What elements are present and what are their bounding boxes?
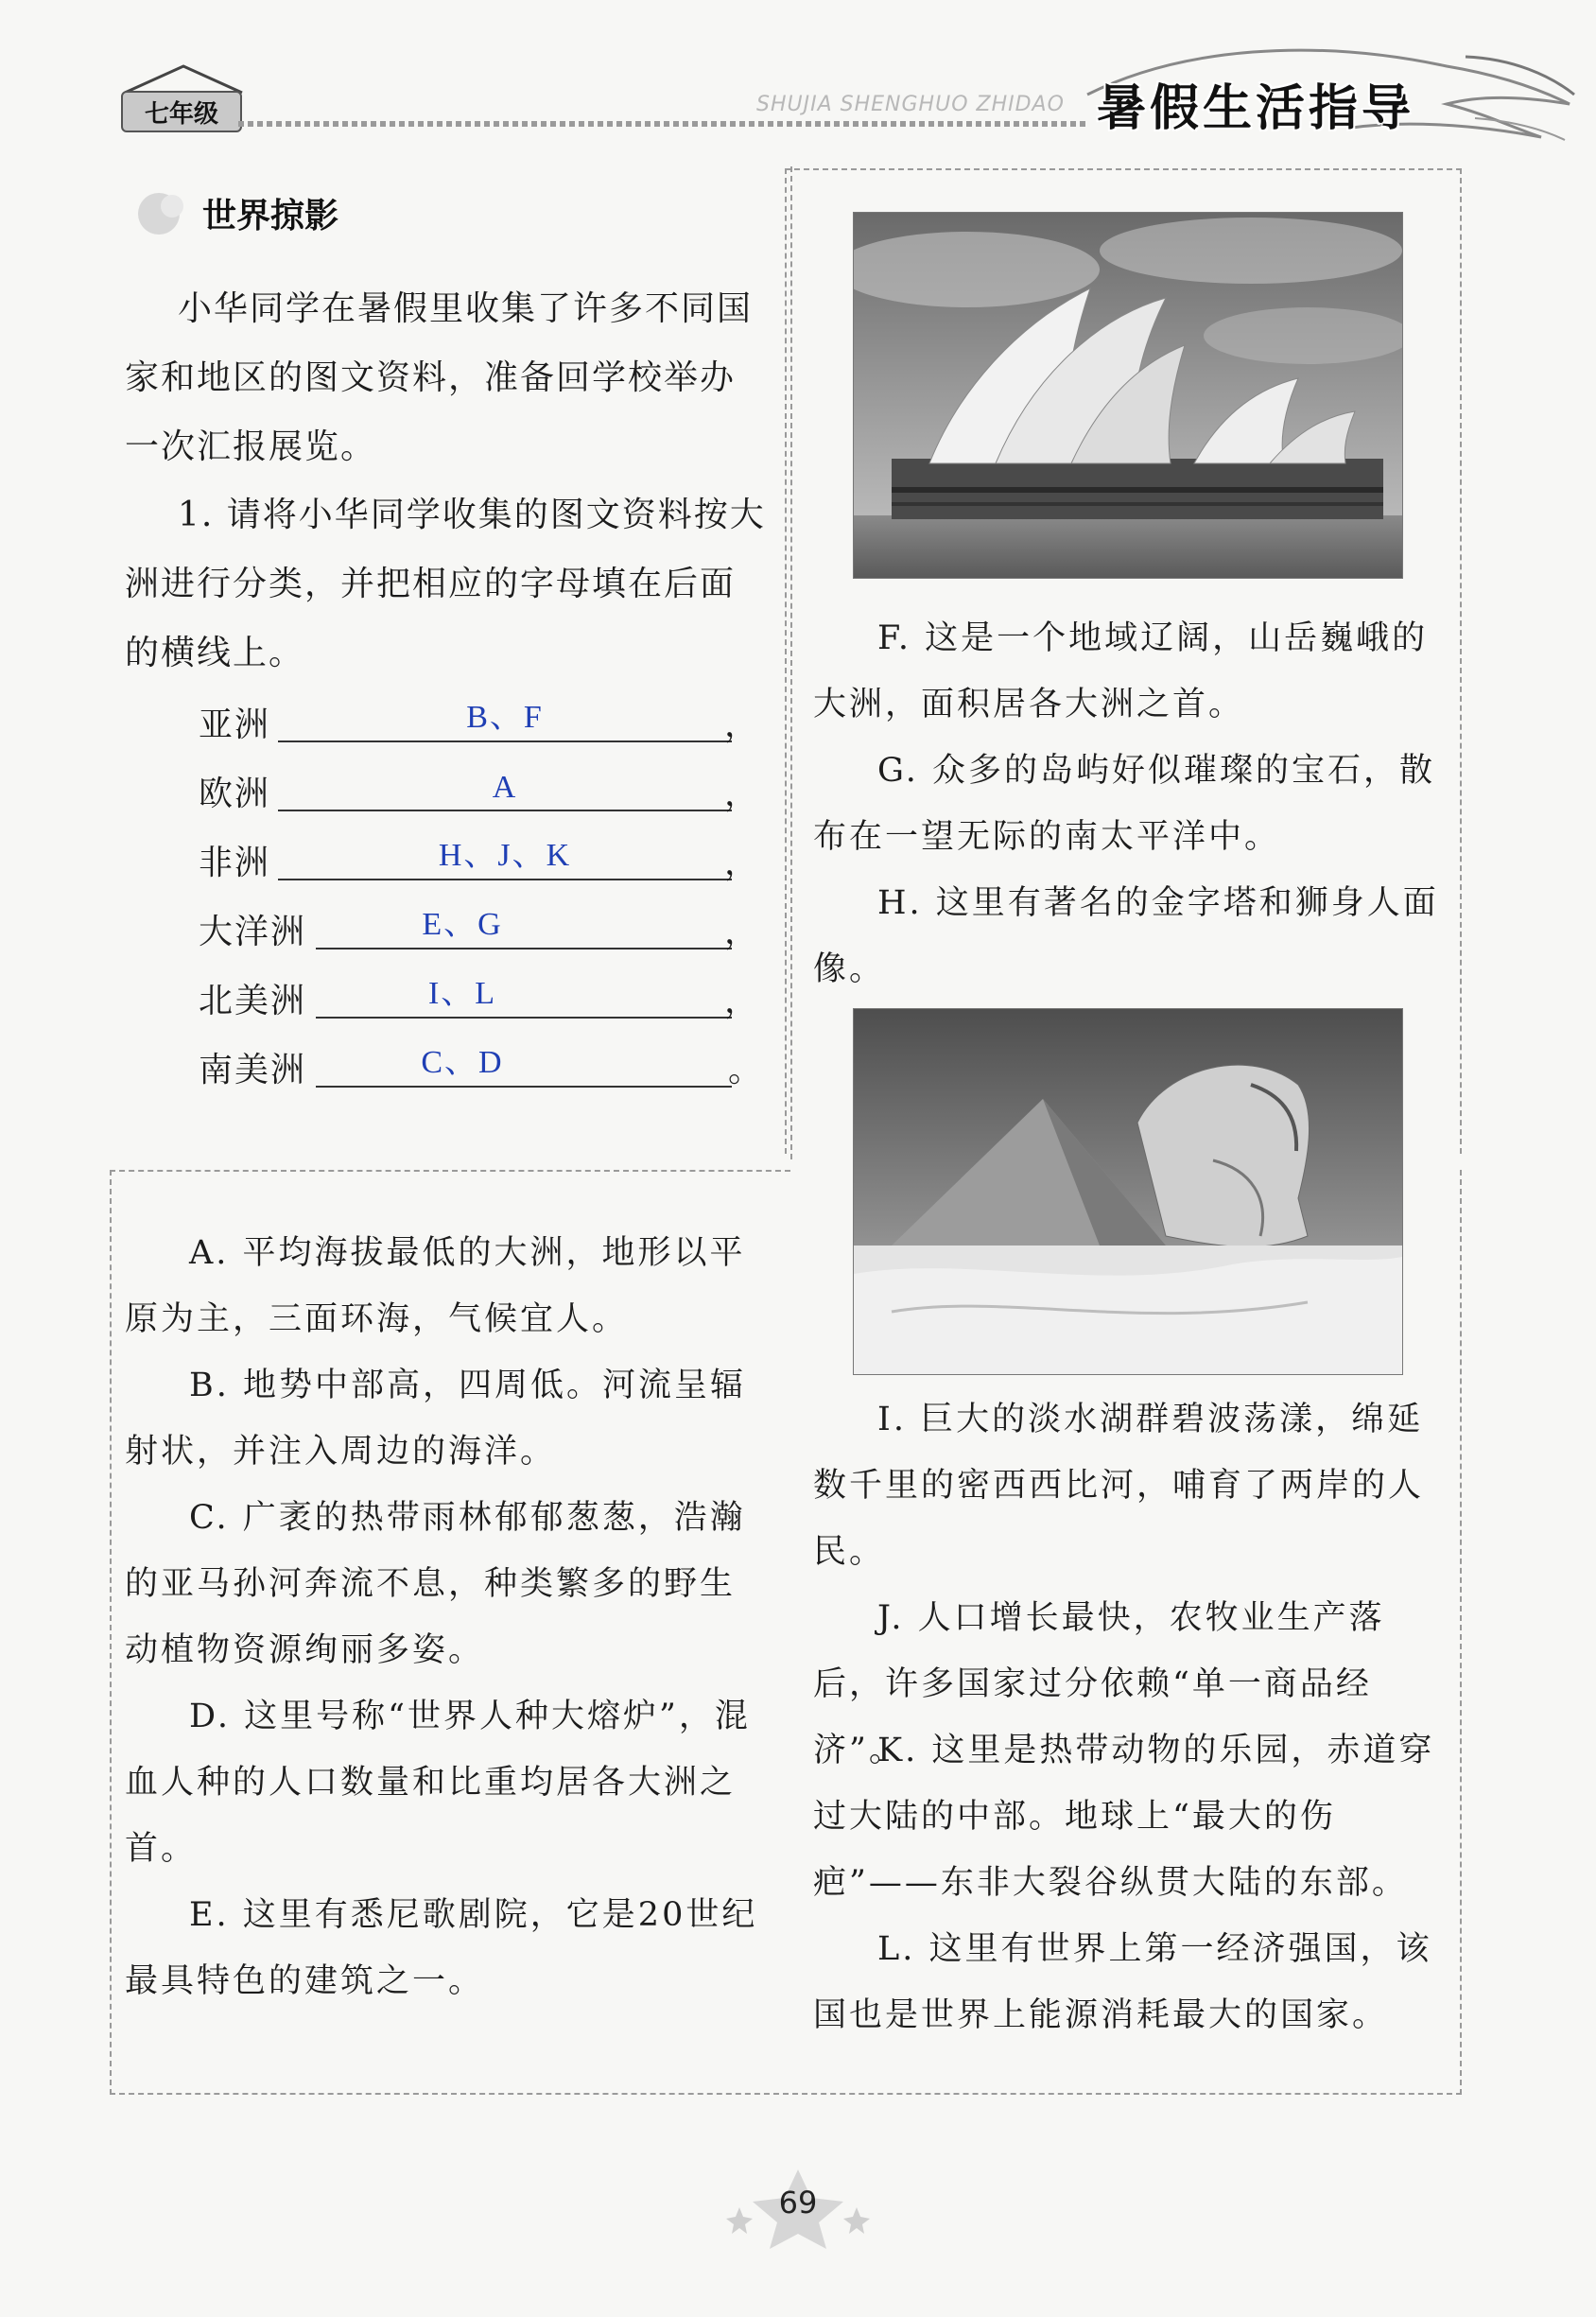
- answer-blank[interactable]: [278, 810, 732, 811]
- answer-row: [199, 963, 766, 1032]
- answer-value: B、F: [466, 700, 544, 735]
- intro-paragraph: 小华同学在暑假里收集了许多不同国家和地区的图文资料，准备回学校举办一次汇报展览。: [125, 289, 754, 466]
- answer-row: [199, 756, 766, 825]
- answer-label: 大洋洲: [199, 913, 307, 951]
- item-I: I. 巨大的淡水湖群碧波荡漾，绵延数千里的密西西比河，哺育了两岸的人民。: [813, 1401, 1425, 1571]
- answer-value: H、J、K: [438, 838, 572, 873]
- answer-label: 南美洲: [199, 1051, 307, 1089]
- answer-value: A: [492, 770, 518, 805]
- sydney-opera-house-photo: [853, 212, 1403, 579]
- page-number-badge: [719, 2166, 877, 2251]
- answer-value: C、D: [421, 1045, 504, 1080]
- answer-row: [199, 894, 766, 963]
- answer-blank[interactable]: [316, 1017, 732, 1019]
- item-C: C. 广袤的热带雨林郁郁葱葱，浩瀚的亚马孙河奔流不息，种类繁多的野生动植物资源绚丽多姿。: [125, 1499, 746, 1669]
- answer-punct: ，: [723, 982, 758, 1020]
- item-D: D. 这里号称“世界人种大熔炉”，混血人种的人口数量和比重均居各大洲之首。: [125, 1698, 751, 1868]
- answer-row: [199, 687, 766, 756]
- answer-blank[interactable]: [278, 879, 732, 880]
- item-E: E. 这里有悉尼歌剧院，它是20世纪最具特色的建筑之一。: [125, 1896, 758, 2000]
- item-F: F. 这是一个地域辽阔，山岳巍峨的大洲，面积居各大洲之首。: [813, 619, 1429, 723]
- answer-blank[interactable]: [278, 740, 732, 742]
- answer-punct: ，: [723, 706, 758, 744]
- answer-punct: 。: [727, 1051, 762, 1089]
- answer-list: [199, 687, 766, 1101]
- section-title: 世界掠影: [202, 197, 339, 235]
- answer-label: 非洲: [199, 844, 271, 882]
- header-divider: [238, 121, 1089, 127]
- answer-row: [199, 825, 766, 894]
- question-1: 1. 请将小华同学收集的图文资料按大洲进行分类，并把相应的字母填在后面的横线上。: [125, 496, 766, 672]
- answer-blank[interactable]: [316, 1086, 732, 1088]
- answer-blank[interactable]: [316, 948, 732, 949]
- item-H: H. 这里有著名的金字塔和狮身人面像。: [813, 884, 1439, 988]
- header-title: 暑假生活指导: [1097, 80, 1415, 137]
- answer-value: E、G: [422, 907, 503, 942]
- section-bullet-icon: [132, 185, 199, 238]
- pyramid-sphinx-photo: [853, 1008, 1403, 1375]
- answer-punct: ，: [723, 913, 758, 951]
- answer-label: 北美洲: [199, 982, 307, 1020]
- roof-icon: [123, 62, 246, 95]
- answer-label: 亚洲: [199, 706, 271, 744]
- page-number: 69: [778, 2185, 818, 2221]
- answer-label: 欧洲: [199, 775, 271, 813]
- answer-value: I、L: [427, 976, 497, 1011]
- item-B: B. 地势中部高，四周低。河流呈辐射状，并注入周边的海洋。: [125, 1367, 746, 1471]
- item-K: K. 这里是热带动物的乐园，赤道穿过大陆的中部。地球上“最大的伤疤”——东非大裂谷纵贯大陆的东部。: [813, 1732, 1435, 1902]
- item-G: G. 众多的岛屿好似璀璨的宝石，散布在一望无际的南太平洋中。: [813, 752, 1435, 856]
- item-J: J. 人口增长最快，农牧业生产落后，许多国家过分依赖“单一商品经济”。: [813, 1599, 1385, 1769]
- item-L: L. 这里有世界上第一经济强国，该国也是世界上能源消耗最大的国家。: [813, 1930, 1432, 2034]
- grade-badge: 七年级: [121, 91, 242, 132]
- answer-punct: ，: [723, 844, 758, 882]
- frame-divider-vertical: [790, 166, 792, 1159]
- header-pinyin: SHUJIA SHENGHUO ZHIDAO: [756, 93, 1065, 116]
- answer-row: [199, 1032, 766, 1101]
- item-A: A. 平均海拔最低的大洲，地形以平原为主，三面环海，气候宜人。: [125, 1234, 746, 1338]
- answer-punct: ，: [723, 775, 758, 813]
